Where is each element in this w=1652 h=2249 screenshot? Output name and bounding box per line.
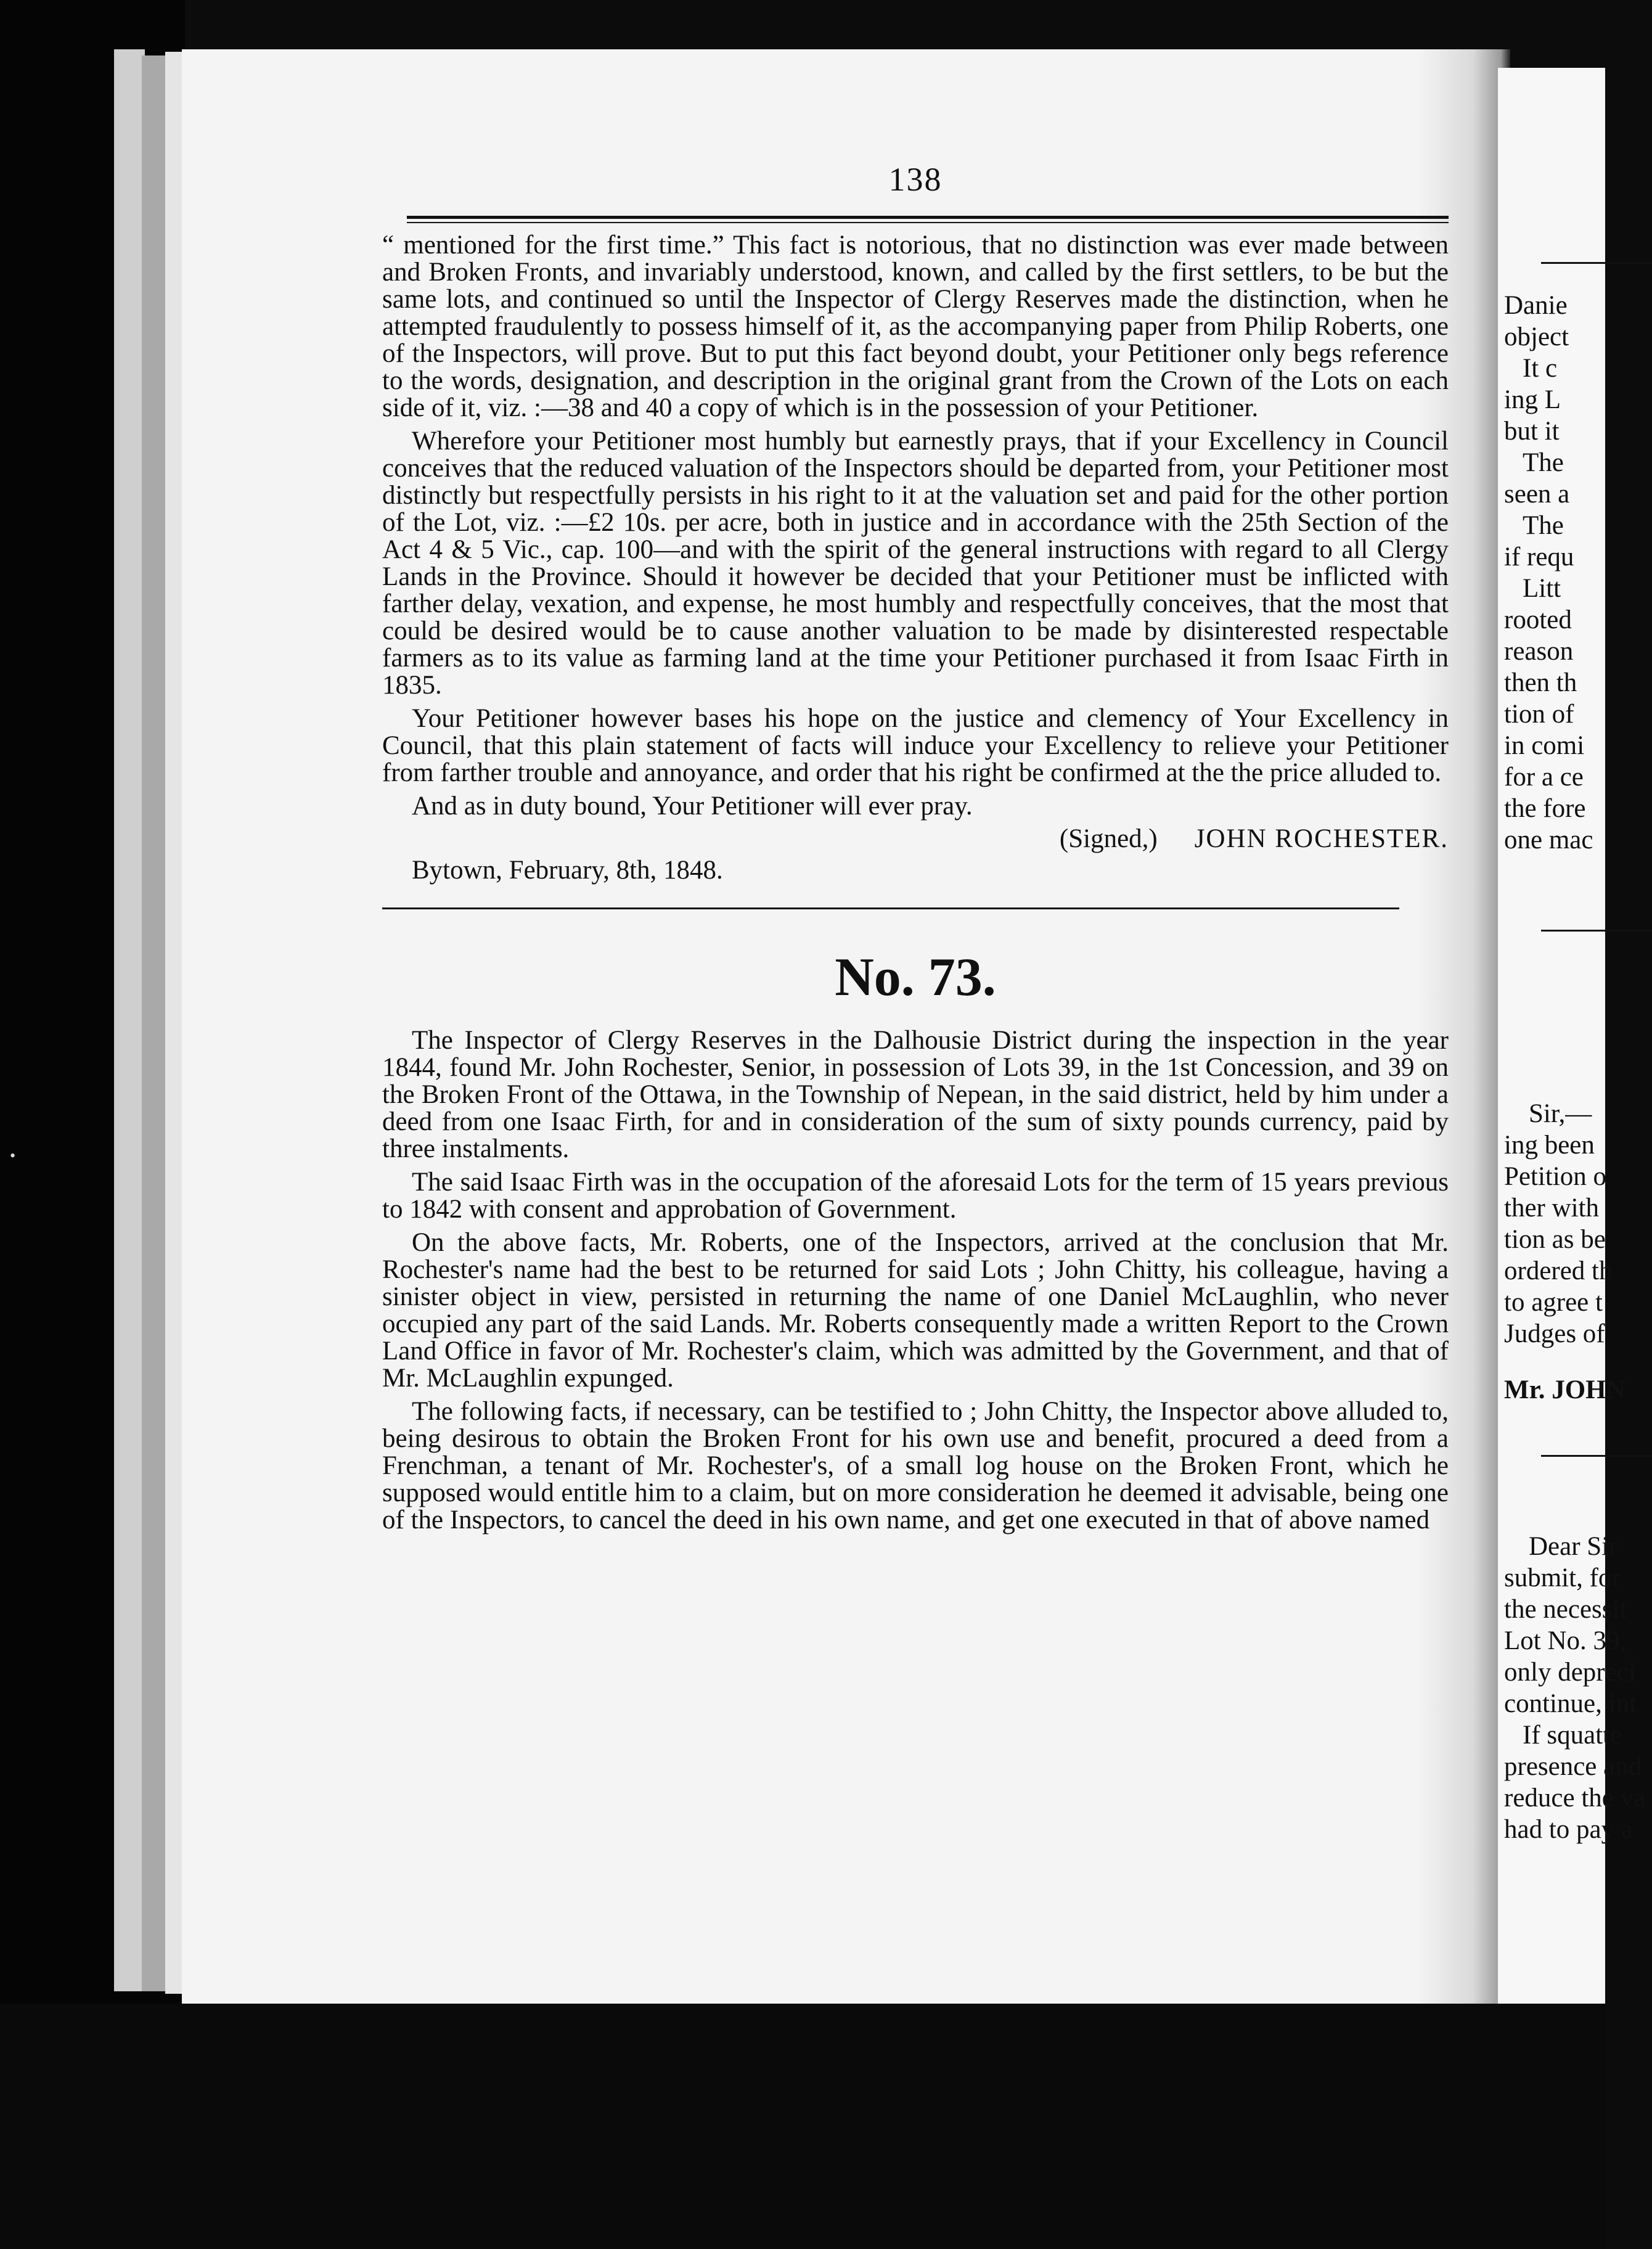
book-page-edge <box>165 52 184 1994</box>
book-page-edge <box>142 55 166 1991</box>
facing-line: tion as be <box>1504 1225 1606 1254</box>
facing-page-fragment <box>1498 68 1646 2004</box>
facing-line: Dear Sir <box>1529 1532 1618 1561</box>
facing-line: ing been <box>1504 1131 1595 1160</box>
facing-line: It c <box>1523 354 1558 383</box>
signature-line <box>382 824 1449 854</box>
facing-line: reduce the va <box>1504 1784 1646 1813</box>
book-page-edge <box>114 49 145 1991</box>
signed-label: (Signed,) <box>1059 824 1158 853</box>
facing-line: Litt <box>1523 574 1561 603</box>
paragraph: And as in duty bound, Your Petitioner will ever pray. <box>412 792 973 821</box>
facing-line: had to pay a <box>1504 1815 1633 1844</box>
facing-line: Lot No. 39, <box>1504 1626 1627 1655</box>
page-content <box>382 160 1449 1534</box>
facing-line: The <box>1523 511 1564 540</box>
facing-line: then th <box>1504 668 1577 697</box>
paragraph: “ mentioned for the first time.” This fact is notorious, that no distinction was ever made between and Broken Fronts, and invariably understood, known, and called by the first settlers, to be but the same lots, and continued so until the Inspector of Clergy Reserves made the distinction, when he attempted fraudulently to possess himself of it, as the accompanying paper from Philip Roberts, one of the Inspectors, will prove. But to put this fact beyond doubt, your Petitioner only begs reference to the words, designation, and description in the original grant from the Crown of the Lots on each side of it, viz. :—38 and 40 a copy of which is in the possession of your Petitioner. <box>382 231 1449 422</box>
date-line: Bytown, February, 8th, 1848. <box>412 856 723 885</box>
facing-line: The <box>1523 448 1564 477</box>
page-number: 138 <box>888 161 943 198</box>
facing-line: object <box>1504 322 1569 351</box>
facing-line: ordered th <box>1504 1256 1613 1285</box>
facing-line: Sir,— <box>1529 1099 1592 1128</box>
facing-line: ing L <box>1504 385 1561 414</box>
facing-line: rooted <box>1504 605 1572 634</box>
facing-line: Mr. JOHN <box>1504 1375 1625 1404</box>
facing-line: reason <box>1504 637 1574 666</box>
header-rule <box>407 216 1449 223</box>
facing-line: if requ <box>1504 543 1574 571</box>
dust-speck: • <box>10 1147 16 1165</box>
facing-line: Danie <box>1504 291 1568 320</box>
facing-page-rule <box>1541 930 1652 932</box>
facing-line: to agree t <box>1504 1288 1603 1317</box>
facing-page-rule <box>1541 1455 1652 1457</box>
facing-line: in comi <box>1504 731 1585 760</box>
paragraph: The Inspector of Clergy Reserves in the Dalhousie District during the inspection in the year 1844, found Mr. John Rochester, Senior, in possession of Lots 39, in the 1st Concession, and 39 on the Broken Front of the Ottawa, in the Township of Nepean, in the said district, held by him under a deed from one Isaac Firth, for and in consideration of the sum of sixty pounds currency, paid by three instalments. <box>382 1026 1449 1163</box>
paragraph: On the above facts, Mr. Roberts, one of the Inspectors, arrived at the conclusion that Mr. Rochester's name had the best to be returned for said Lots ; John Chitty, his colleague, having a sinister object in view, persisted in returning the name of one Daniel McLaughlin, who never occupied any part of the said Lands. Mr. Roberts consequently made a written Report to the Crown Land Office in favor of Mr. Rochester's claim, which was admitted by the Government, and that of Mr. McLaughlin expunged. <box>382 1228 1449 1393</box>
document-number: No. 73. <box>835 948 996 1007</box>
facing-line: the necessit <box>1504 1595 1627 1624</box>
facing-line: but it <box>1504 417 1560 446</box>
paragraph: The following facts, if necessary, can be testified to ; John Chitty, the Inspector above alluded to, being desirous to obtain the Broken Front for his own use and benefit, procured a deed from a Frenchman, a tenant of Mr. Rochester's, of a small log house on the Broken Front, which he supposed would entitle him to a claim, but on more consideration he deemed it advisable, being one of the Inspectors, to cancel the deed in his own name, and get one executed in that of above named <box>382 1397 1449 1534</box>
facing-line: one mac <box>1504 825 1593 854</box>
facing-page-rule <box>1541 262 1652 264</box>
facing-line: tion of <box>1504 700 1574 729</box>
facing-line: Petition o <box>1504 1162 1607 1191</box>
facing-line: presence and <box>1504 1752 1642 1781</box>
paragraph: Your Petitioner however bases his hope on the justice and clemency of Your Excellency in Council, that this plain statement of facts will induce your Excellency to relieve your Petitioner from farther trouble and annoyance, and order that his right be confirmed at the the price alluded to. <box>382 704 1449 787</box>
section-rule <box>382 907 1399 909</box>
facing-line: Judges of <box>1504 1319 1605 1348</box>
facing-line: only depreci <box>1504 1658 1636 1687</box>
facing-line: for a ce <box>1504 763 1584 792</box>
paragraph: The said Isaac Firth was in the occupation of the aforesaid Lots for the term of 15 years previous to 1842 with consent and approbation of Government. <box>382 1168 1449 1224</box>
facing-line: submit, for <box>1504 1563 1621 1592</box>
paragraph: Wherefore your Petitioner most humbly but earnestly prays, that if your Excellency in Council conceives that the reduced valuation of the Inspectors should be departed from, your Petitioner most distinctly but respectfully persists in his right to it at the valuation set and paid for the other portion of the Lot, viz. :—£2 10s. per acre, both in justice and in accordance with the 25th Section of the Act 4 & 5 Vic., cap. 100—and with the spirit of the general instructions with regard to all Clergy Lands in the Province. Should it however be decided that your Petitioner must be inflicted with farther delay, vexation, and expense, he most humbly and respectfully conceives, that the most that could be desired would be to cause another valuation to be made by disinterested respectable farmers as to its value as farming land at the time your Petitioner purchased it from Isaac Firth in 1835. <box>382 427 1449 700</box>
facing-line: ther with <box>1504 1194 1600 1223</box>
scan-background-bottom <box>0 2004 1605 2249</box>
facing-line: the fore <box>1504 794 1586 823</box>
facing-line: If squatte <box>1523 1721 1622 1750</box>
facing-line: seen a <box>1504 480 1570 509</box>
signer-name: JOHN ROCHESTER. <box>1194 824 1449 853</box>
facing-line: continue, int <box>1504 1689 1637 1718</box>
